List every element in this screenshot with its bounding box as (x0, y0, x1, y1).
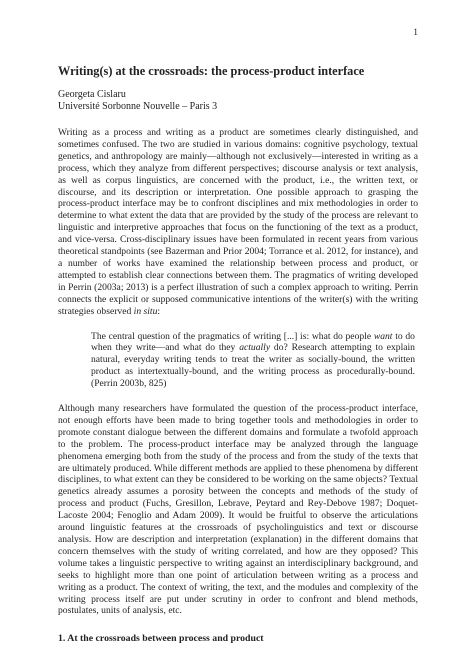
intro-paragraph-text: Writing as a process and writing as a product are sometimes clearly distinguished, and sometimes confused. The two are studied in various domains: cognitive psychology, textual genetics, and anthropology are mainly—although not exclusively—interested in writing as a process, which they analyze from different perspectives; discourse analysis or text analysis, as well as corpus linguistics, are concerned with the product, i.e., the written text, or discourse, and its description or interpretation. One possible approach to grasping the process-product interface may be to confront disciplines and mix methodologies in order to determine to what extent the data that are provided by the study of the process are relevant to linguistic and interpretive approaches that focus on the functioning of the text as a product, and vice-versa. Cross-disciplinary issues have been formulated in recent years from various theoretical standpoints (see Bazerman and Prior 2004; Torrance et al. 2012, for instance), and a number of works have examined the relationship between process and product, or attempted to establish clear connections between them. The pragmatics of writing developed in Perrin (2003a; 2013) is a perfect illustration of such a complex approach to writing. Perrin connects the explicit or supposed communicative intentions of the writer(s) with the writing strategies observed (58, 127, 418, 317)
quote-part-2: to do when they write—and what do they (91, 330, 415, 354)
section-heading: 1. At the crossroads between process and product (58, 633, 264, 645)
block-quote (91, 331, 415, 391)
second-paragraph: Although many researchers have formulated the question of the process-product interface, not enough efforts have been made to bring together tools and methodologies in order to promote constant dialogue between the different domains and formulate a twofold approach to the problem. The process-product interface may be analyzed through the language phenomena emerging both from the study of the process and from the study of the texts that are ultimately produced. While different methods are applied to these phenomena by different disciplines, to what extent can they be considered to be working on the same objects? Textual genetics already assumes a porosity between the concepts and methods of the study of process and product (Fuchs, Gresillon, Lebrave, Peytard and Rey-Debove 1987; Doquet-Lacoste 2004; Fenoglio and Adam 2009). It would be fruitful to observe the articulations around linguistic features at the crossroads of psycholinguistics and text or discourse analysis. How are description and interpretation (explanation) in the different domains that concern themselves with the study of writing correlated, and how are they opposed? This volume takes a linguistic perspective to writing against an interdisciplinary background, and seeks to highlight more than one point of articulation between writing as a process and writing as a product. The context of writing, the text, and the modules and complexity of the writing process itself are put under scrutiny in order to confront and blend methods, postulates, units of analysis, etc. (58, 403, 418, 617)
intro-paragraph (58, 127, 418, 318)
quote-part-3: do? Research attempting to explain natural, everyday writing tends to treat the writer as socially-bound, the written product as intertextually-bound, and the writing process as procedurally-bound. (Perrin 2003b, 825) (91, 342, 415, 390)
in-situ-italic: in situ (133, 305, 158, 317)
author-block (58, 89, 418, 113)
paper-title: Writing(s) at the crossroads: the process-product interface (58, 64, 365, 78)
author-name: Georgeta Cislaru (58, 89, 126, 100)
quote-part-1: The central question of the pragmatics of writing [...] is: what do people (91, 330, 372, 342)
page-content (58, 64, 418, 645)
author-affiliation: Université Sorbonne Nouvelle – Paris 3 (58, 101, 218, 112)
quote-actually-italic: actually (239, 342, 271, 354)
page-number: 1 (413, 28, 418, 38)
quote-want-italic: want (373, 330, 393, 342)
intro-colon: : (157, 305, 161, 317)
